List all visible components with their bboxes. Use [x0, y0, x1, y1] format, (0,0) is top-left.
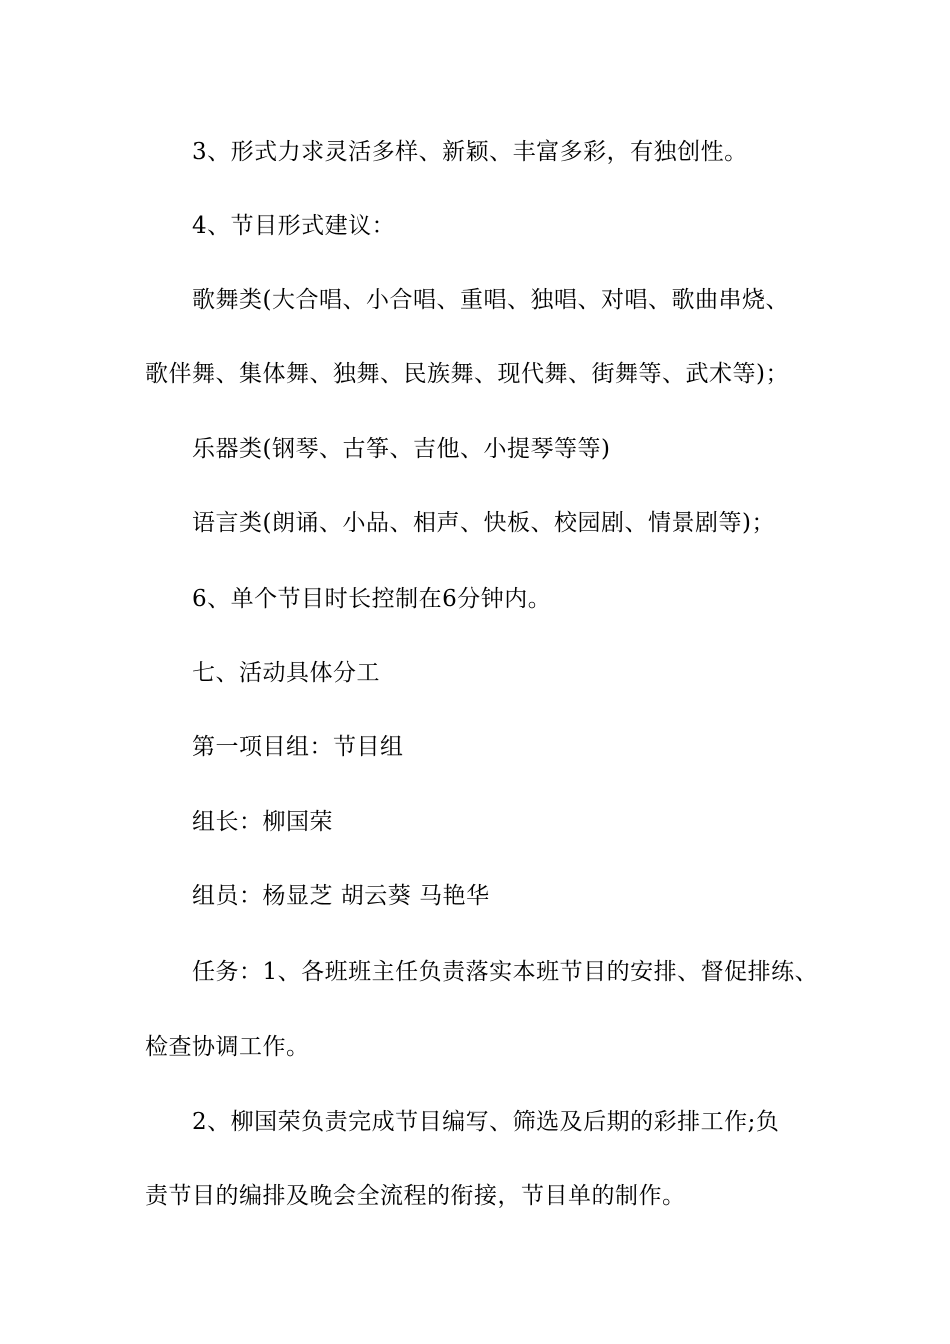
section-heading-division: 七、活动具体分工	[192, 660, 380, 686]
paragraph-language: 语言类(朗诵、小品、相声、快板、校园剧、情景剧等)；	[192, 510, 775, 536]
paragraph-song-dance-line1: 歌舞类(大合唱、小合唱、重唱、独唱、对唱、歌曲串烧、	[192, 287, 789, 313]
paragraph-program-suggestions: 4、节目形式建议：	[192, 213, 396, 239]
paragraph-task-line2: 检查协调工作。	[145, 1034, 310, 1060]
paragraph-form-requirement: 3、形式力求灵活多样、新颖、丰富多彩，有独创性。	[192, 139, 748, 165]
paragraph-group-members: 组员：杨显芝 胡云葵 马艳华	[192, 883, 490, 909]
paragraph-song-dance-line2: 歌伴舞、集体舞、独舞、民族舞、现代舞、街舞等、武术等)；	[145, 361, 789, 387]
paragraph-duration: 6、单个节目时长控制在6分钟内。	[192, 586, 552, 612]
paragraph-task-line1: 任务：1、各班班主任负责落实本班节目的安排、督促排练、	[192, 959, 819, 985]
paragraph-task2-line1: 2、柳国荣负责完成节目编写、筛选及后期的彩排工作;负	[192, 1109, 780, 1135]
paragraph-group-one: 第一项目组：节目组	[192, 734, 404, 760]
paragraph-task2-line2: 责节目的编排及晚会全流程的衔接，节目单的制作。	[145, 1183, 686, 1209]
paragraph-group-leader: 组长：柳国荣	[192, 809, 333, 835]
paragraph-instruments: 乐器类(钢琴、古筝、吉他、小提琴等等)	[192, 436, 611, 462]
